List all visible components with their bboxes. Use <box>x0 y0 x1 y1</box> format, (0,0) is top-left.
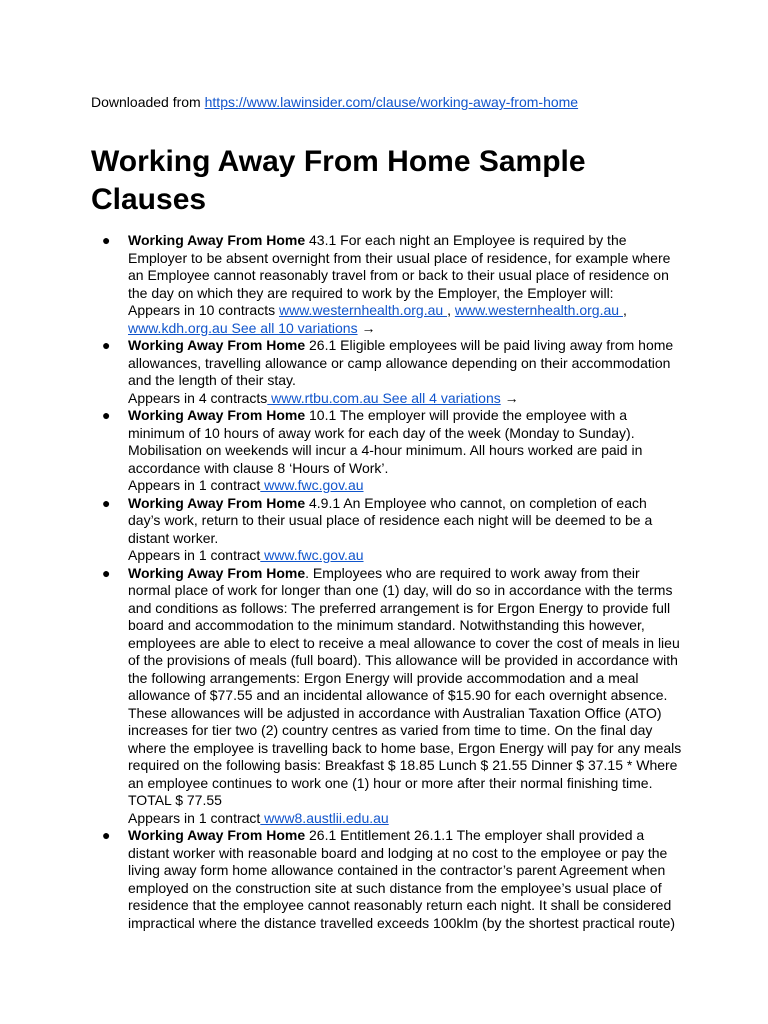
bullet-icon: ● <box>102 494 111 511</box>
bullet-icon: ● <box>102 564 111 581</box>
see-all-variations-link[interactable]: See all 4 variations <box>382 389 501 406</box>
bullet-icon: ● <box>102 827 111 843</box>
arrow-right-icon: → <box>361 319 376 336</box>
contract-link[interactable]: www.fwc.gov.au <box>260 477 364 493</box>
appears-line <box>128 547 683 565</box>
clause-heading: Working Away From Home <box>128 827 306 843</box>
clause-text: 43.1 For each night an Employee is required by the Employer to be absent overnight from their usual place of residence, for example where an Employee cannot reasonably travel from or back to their usual place of residence on the day on which they are required to work by the Employer, the Employer will: <box>128 232 671 301</box>
appears-line <box>128 477 683 495</box>
contract-link[interactable]: www.fwc.gov.au <box>260 547 364 563</box>
appears-count: Appears in 1 contract <box>128 547 261 563</box>
page-title: Working Away From Home Sample Clauses <box>91 145 586 216</box>
clause-text: 26.1 Eligible employees will be paid living away from home allowances, travelling allowance or camp allowance depending on their accommodation and the length of their stay. <box>128 337 674 388</box>
clause-item <box>91 407 683 495</box>
contract-link[interactable]: www.westernhealth.org.au <box>454 302 623 318</box>
contract-link[interactable]: www.rtbu.com.au <box>267 389 383 406</box>
appears-line <box>128 810 683 828</box>
clause-text: 26.1 Entitlement 26.1.1 The employer shall provided a distant worker with reasonable board and lodging at no cost to the employee or pay the living away form home allowance contained in the contractor’s parent Agreement when employed on the construction site at such distance from the employee’s usual place of residence that the employee cannot reasonably return each night. It shall be considered impractical where the distance travelled exceeds 100klm (by the shortest practical route) <box>128 827 676 931</box>
clause-item <box>91 495 683 565</box>
appears-count: Appears in 1 contract <box>128 477 261 493</box>
clause-text: . Employees who are required to work away from their normal place of work for longer than one (1) day, will do so in accordance with the terms and conditions as follows: The preferred arrangement is for Ergon Energy to provide full board and accommodation to the minimum standard. Notwithstanding this however, employees are able to elect to receive a meal allowance to cover the cost of meals in lieu of the provisions of meals (full board). This allowance will be provided in accordance with the following arrangements: Ergon Energy will provide accommodation and a meal allowance of $77.55 and an incidental allowance of $15.90 for each overnight absence. These allowances will be adjusted in accordance with Australian Taxation Office (ATO) increases for tier two (2) country centres as varied from time to time. On the final day where the employee is travelling back to home base, Ergon Energy will pay for any meals required on the following basis: Breakfast $ 18.85 Lunch $ 21.55 Dinner $ 37.15 * Where an employee continues to work one (1) hour or more after their normal finishing time. TOTAL $ 77.55 <box>128 564 682 808</box>
clause-heading: Working Away From Home <box>128 337 306 353</box>
bullet-icon: ● <box>102 337 111 353</box>
clause-heading: Working Away From Home <box>128 494 306 511</box>
appears-line <box>128 302 683 337</box>
clause-item <box>91 565 683 828</box>
clause-item <box>91 232 683 337</box>
bullet-icon: ● <box>102 232 111 248</box>
contract-link[interactable]: www.westernhealth.org.au <box>278 302 448 318</box>
clause-text: 10.1 The employer will provide the employee with a minimum of 10 hours of away work for each day of the week (Monday to Sunday). Mobilisation on weekends will incur a 4-hour minimum. All hours worked are paid in accordance with clause 8 ‘Hours of Work’. <box>128 407 643 476</box>
clause-heading: Working Away From Home <box>128 232 306 248</box>
link-separator: , <box>447 302 455 318</box>
contract-link[interactable]: www8.austlii.edu.au <box>260 809 389 826</box>
appears-count: Appears in 10 contracts <box>128 302 276 318</box>
downloaded-label: Downloaded from <box>91 94 201 110</box>
bullet-icon: ● <box>102 407 111 423</box>
appears-count: Appears in 1 contract <box>128 809 261 826</box>
clause-item <box>91 337 683 407</box>
contract-link[interactable]: www.kdh.org.au <box>128 319 232 336</box>
source-link[interactable]: https://www.lawinsider.com/clause/working-away-from-home <box>204 94 579 110</box>
see-all-variations-link[interactable]: See all 10 variations <box>231 319 358 336</box>
arrow-right-icon: → <box>504 389 519 406</box>
clause-heading: Working Away From Home <box>128 564 306 581</box>
appears-line <box>128 390 683 408</box>
clause-item <box>91 827 683 932</box>
downloaded-from-line <box>91 93 578 111</box>
clause-list <box>91 232 683 932</box>
link-separator: , <box>622 302 627 318</box>
clause-heading: Working Away From Home <box>128 407 306 423</box>
clause-text: 4.9.1 An Employee who cannot, on completion of each day’s work, return to their usual place of residence each night will be deemed to be a distant worker. <box>128 494 653 546</box>
appears-count: Appears in 4 contracts <box>128 389 268 406</box>
